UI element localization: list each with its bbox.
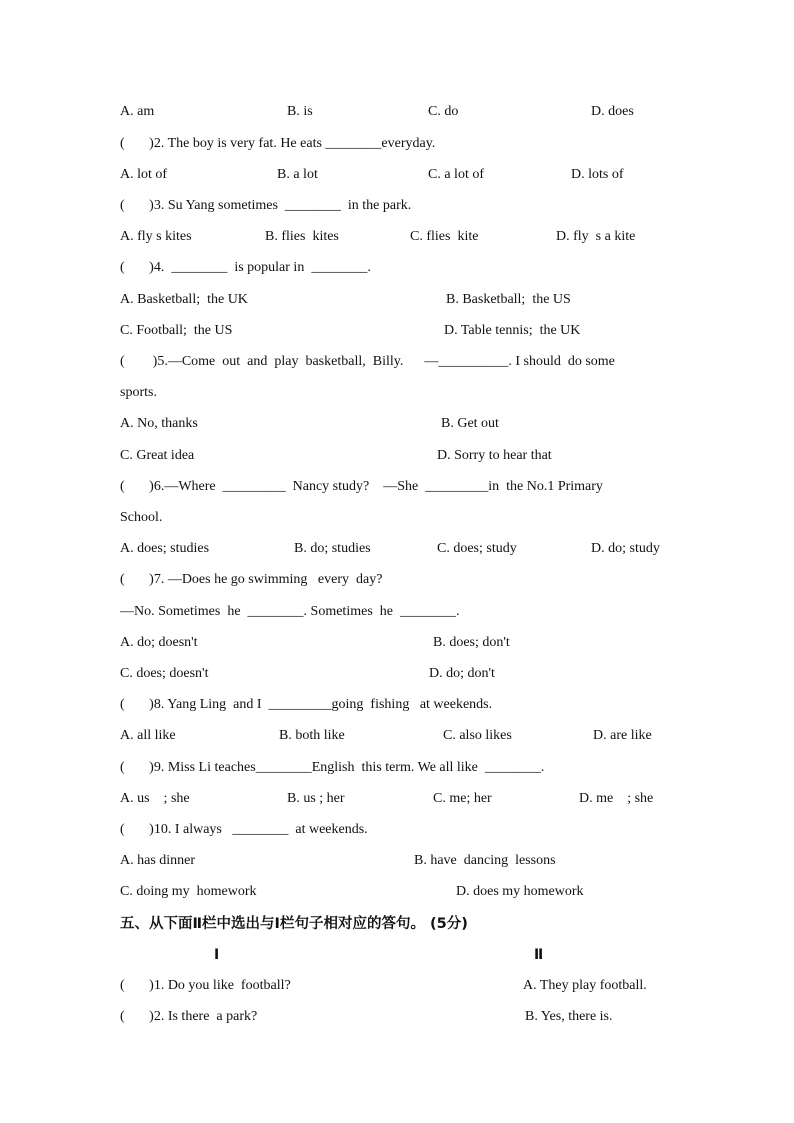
question-7-continued: —No. Sometimes he ________. Sometimes he ________. [120, 604, 460, 619]
question-10: ( )10. I always ________ at weekends. [120, 822, 368, 837]
q10-option-d: D. does my homework [456, 884, 584, 899]
column-2-header: Ⅱ [534, 947, 544, 963]
q1-option-c: C. do [428, 104, 459, 119]
q9-option-d: D. me ; she [579, 791, 654, 806]
question-4: ( )4. ________ is popular in ________. [120, 260, 371, 275]
q5-option-d: D. Sorry to hear that [437, 448, 552, 463]
q4-option-a: A. Basketball; the UK [120, 292, 248, 307]
column-1-header: Ⅰ [214, 947, 220, 963]
q6-option-b: B. do; studies [294, 541, 371, 556]
q1-option-a: A. am [120, 104, 155, 119]
q9-option-b: B. us ; her [287, 791, 345, 806]
section-5-heading: 五、从下面Ⅱ栏中选出与Ⅰ栏句子相对应的答句。 (5分) [120, 916, 468, 932]
question-6-continued: School. [120, 510, 163, 525]
q10-option-c: C. doing my homework [120, 884, 257, 899]
q4-option-c: C. Football; the US [120, 323, 233, 338]
q6-option-a: A. does; studies [120, 541, 210, 556]
q9-option-a: A. us ; she [120, 791, 190, 806]
question-3: ( )3. Su Yang sometimes ________ in the park. [120, 198, 412, 213]
matching-answer-a: A. They play football. [523, 978, 647, 993]
q10-option-b: B. have dancing lessons [414, 853, 556, 868]
q7-option-a: A. do; doesn't [120, 635, 198, 650]
question-2: ( )2. The boy is very fat. He eats ________everyday. [120, 136, 436, 151]
matching-question-2: ( )2. Is there a park? [120, 1009, 258, 1024]
q7-option-d: D. do; don't [429, 666, 495, 681]
q5-option-c: C. Great idea [120, 448, 195, 463]
q2-option-d: D. lots of [571, 167, 624, 182]
q2-option-a: A. lot of [120, 167, 168, 182]
question-5-continued: sports. [120, 385, 157, 400]
q7-option-b: B. does; don't [433, 635, 510, 650]
q8-option-d: D. are like [593, 728, 652, 743]
q5-option-b: B. Get out [441, 416, 499, 431]
q1-option-d: D. does [591, 104, 634, 119]
q4-option-d: D. Table tennis; the UK [444, 323, 581, 338]
q3-option-b: B. flies kites [265, 229, 339, 244]
question-5: ( )5.—Come out and play basketball, Billy. —__________. I should do some [120, 354, 615, 369]
q5-option-a: A. No, thanks [120, 416, 198, 431]
question-8: ( )8. Yang Ling and I _________going fishing at weekends. [120, 697, 493, 712]
matching-question-1: ( )1. Do you like football? [120, 978, 291, 993]
q6-option-d: D. do; study [591, 541, 660, 556]
q3-option-c: C. flies kite [410, 229, 479, 244]
q4-option-b: B. Basketball; the US [446, 292, 571, 307]
q9-option-c: C. me; her [433, 791, 492, 806]
question-6: ( )6.—Where _________ Nancy study? —She _________in the No.1 Primary [120, 479, 603, 494]
question-7: ( )7. —Does he go swimming every day? [120, 572, 383, 587]
q8-option-a: A. all like [120, 728, 176, 743]
q6-option-c: C. does; study [437, 541, 517, 556]
q2-option-c: C. a lot of [428, 167, 484, 182]
q8-option-b: B. both like [279, 728, 345, 743]
q8-option-c: C. also likes [443, 728, 512, 743]
q3-option-d: D. fly s a kite [556, 229, 636, 244]
q1-option-b: B. is [287, 104, 313, 119]
question-9: ( )9. Miss Li teaches________English this term. We all like ________. [120, 760, 545, 775]
q7-option-c: C. does; doesn't [120, 666, 209, 681]
q10-option-a: A. has dinner [120, 853, 196, 868]
matching-answer-b: B. Yes, there is. [525, 1009, 613, 1024]
q3-option-a: A. fly s kites [120, 229, 192, 244]
q2-option-b: B. a lot [277, 167, 318, 182]
